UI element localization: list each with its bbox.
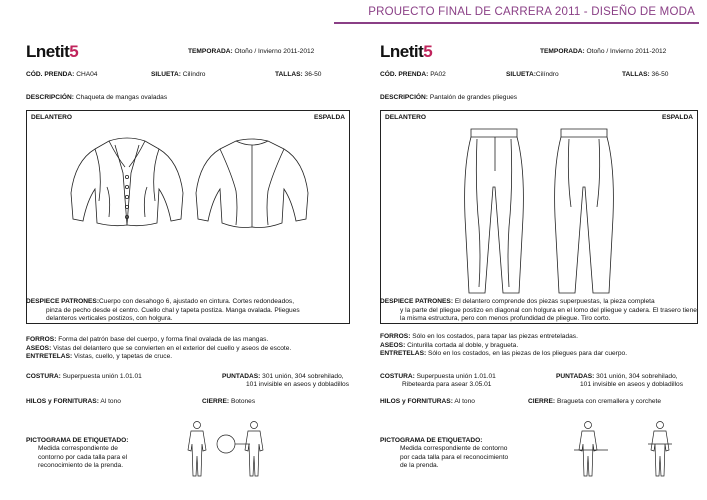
construction-notes: FORROS: Forma del patrón base del cuerpo, y forma final ovalada de las mangas. ASEOS: Vistas del delantero que se convierten en el exterior del cuello y aseos de escote. ENTRETELAS: Vistas, cuello, y tapetas de cruce. — [26, 336, 292, 361]
labeling-pictogram-text: Medida correspondiente de contorno por cada talla para el reconocimiento de la prenda. — [400, 445, 509, 470]
sizes: TALLAS: 36-50 — [622, 71, 669, 78]
closure: CIERRE: Botones — [202, 398, 256, 405]
labeling-pictogram-title: PICTOGRAMA DE ETIQUETADO: — [380, 437, 483, 444]
seam-detail: Ribetearda para asear 3.05.01 — [402, 381, 492, 388]
brand-logo: Lnetit5 — [380, 42, 433, 61]
spec-sheet-trousers — [380, 38, 698, 498]
pattern-pieces: DESPIECE PATRONES:Cuerpo con desahogo 6, ajustado en cintura. Cortes redondeados, pinza de pecho desde el centro. Cuello chal y tapeta postiza. Manga ovalada. Pliegues delanteros verticales postizos, con holgura. — [26, 298, 300, 323]
technical-drawing-box — [380, 110, 698, 324]
body-measure-pictogram-icon — [172, 420, 222, 480]
trousers-back-drawing — [549, 127, 619, 297]
construction-notes: FORROS: Sólo en los costados, para tapar las piezas entreteladas. ASEOS: Cinturilla cortada al doble, y bragueta. ENTRETELAS: Sólo en los costados, en las piezas de los pliegues para dar cuerpo. — [380, 333, 628, 358]
waist-measure-pictogram-icon — [640, 420, 680, 480]
stitches: PUNTADAS: 301 unión, 304 sobrehilado, — [222, 373, 344, 380]
silhouette: SILUETA:Cilíndro — [506, 71, 559, 78]
document-title: PROUECTO FINAL DE CARRERA 2011 - DISEÑO DE MODA — [368, 6, 695, 18]
threads-trims: HILOS y FORNITURAS: Al tono — [380, 398, 475, 405]
stitches: PUNTADAS: 301 unión, 304 sobrehilado, — [556, 373, 678, 380]
pattern-pieces: DESPIECE PATRONES: El delantero comprende dos piezas superpuestas, la pieza completa y la parte del pliegue postizo en diagonal con holgura en el lomo del pliegue y cadera. El trasero tiene la misma estructura, pero con menos profundidad de pliegue. Tiro corto. — [380, 298, 697, 323]
season: TEMPORADA: Otoño / Invierno 2011-2012 — [540, 48, 667, 55]
silhouette: SILUETA: Cilíndro — [151, 71, 206, 78]
back-label: ESPALDA — [661, 114, 693, 121]
labeling-pictogram-text: Medida correspondiente de contorno por cada talla para el reconocimiento de la prenda. — [38, 445, 128, 470]
sizes: TALLAS: 36-50 — [275, 71, 322, 78]
front-label: DELANTERO — [31, 114, 73, 121]
jacket-back-drawing — [192, 131, 312, 241]
brand-logo: Lnetit5 — [26, 42, 79, 61]
description: DESCRIPCIÓN: Chaqueta de mangas ovaladas — [26, 94, 168, 101]
trousers-front-drawing — [459, 127, 529, 297]
stitches-detail: 101 invisible en aseos y dobladillos — [246, 381, 350, 388]
jacket-front-drawing — [67, 131, 187, 241]
hip-measure-pictogram-icon — [564, 420, 620, 480]
chest-measure-pictogram-icon — [216, 420, 268, 480]
stitches-detail: 101 invisible en aseos y dobladillos — [580, 381, 684, 388]
threads-trims: HILOS y FORNITURAS: Al tono — [26, 398, 121, 405]
seam: COSTURA: Superpuesta unión 1.01.01 — [380, 373, 496, 380]
seam: COSTURA: Superpuesta unión 1.01.01 — [26, 373, 142, 380]
title-rule — [334, 22, 699, 24]
spec-sheet-jacket — [26, 38, 350, 498]
garment-code: CÓD. PRENDA: CHA04 — [26, 71, 98, 78]
front-label: DELANTERO — [385, 114, 427, 121]
season: TEMPORADA: Otoño / Invierno 2011-2012 — [188, 48, 315, 55]
technical-drawing-box — [26, 110, 350, 324]
description: DESCRIPCIÓN: Pantalón de grandes pliegues — [380, 94, 518, 101]
back-label: ESPALDA — [313, 114, 345, 121]
closure: CIERRE: Bragueta con cremallera y corchete — [528, 398, 662, 405]
labeling-pictogram-title: PICTOGRAMA DE ETIQUETADO: — [26, 437, 129, 444]
garment-code: CÓD. PRENDA: PA02 — [380, 71, 446, 78]
